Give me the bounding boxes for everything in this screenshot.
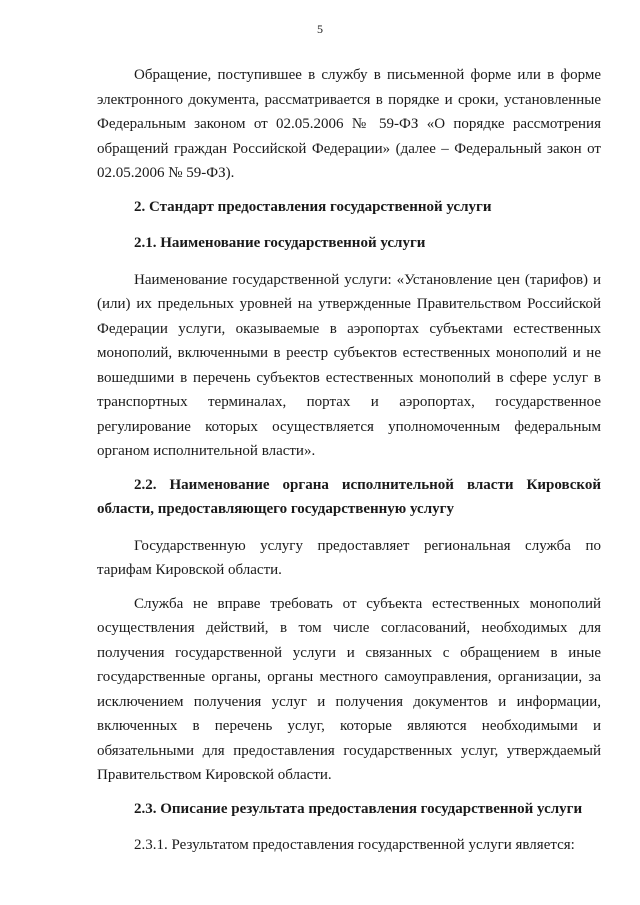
heading-section-2-2: 2.2. Наименование органа исполнительной власти Кировской области, предоставляющего государственную услугу	[97, 476, 601, 517]
paragraph-service-name: Наименование государственной услуги: «Установление цен (тарифов) и (или) их предельных уровней на утвержденные Правительством Российской Федерации услуги, оказываемые в аэропортах субъектами естественных монополий, включенными в реестр субъектов естественных монополий и не вошедшими в перечень субъектов естественных монополий в сфере услуг в транспортных терминалах, портах и аэропортах, государственное регулирование которых осуществляется уполномоченным федеральным органом исполнительной власти».	[97, 271, 601, 459]
heading-section-2: 2. Стандарт предоставления государственной услуги	[134, 198, 492, 215]
heading-section-2-3: 2.3. Описание результата предоставления государственной услуги	[134, 800, 583, 817]
paragraph-service-restrictions: Служба не вправе требовать от субъекта естественных монополий осуществления действий, в том числе согласований, необходимых для получения государственной услуги и связанных с обращением в иные государственные органы, органы местного самоуправления, организации, за исключением получения услуг и получения документов и информации, включенных в перечень услуг, которые являются необходимыми и обязательными для предоставления государственных услуг, утверждаемый Правительством Кировской области.	[97, 595, 601, 783]
paragraph-service-provider: Государственную услугу предоставляет региональная служба по тарифам Кировской области.	[97, 537, 601, 578]
page-number: 5	[317, 22, 323, 36]
paragraph-result: 2.3.1. Результатом предоставления государственной услуги является:	[134, 837, 575, 853]
document-body	[97, 63, 601, 858]
paragraph-intro: Обращение, поступившее в службу в письменной форме или в форме электронного документа, рассматривается в порядке и сроки, установленные Федеральным законом от 02.05.2006 № 59-ФЗ «О порядке рассмотрения обращений граждан Российской Федерации» (далее – Федеральный закон от 02.05.2006 № 59-ФЗ).	[97, 67, 601, 181]
heading-section-2-1: 2.1. Наименование государственной услуги	[134, 235, 426, 251]
